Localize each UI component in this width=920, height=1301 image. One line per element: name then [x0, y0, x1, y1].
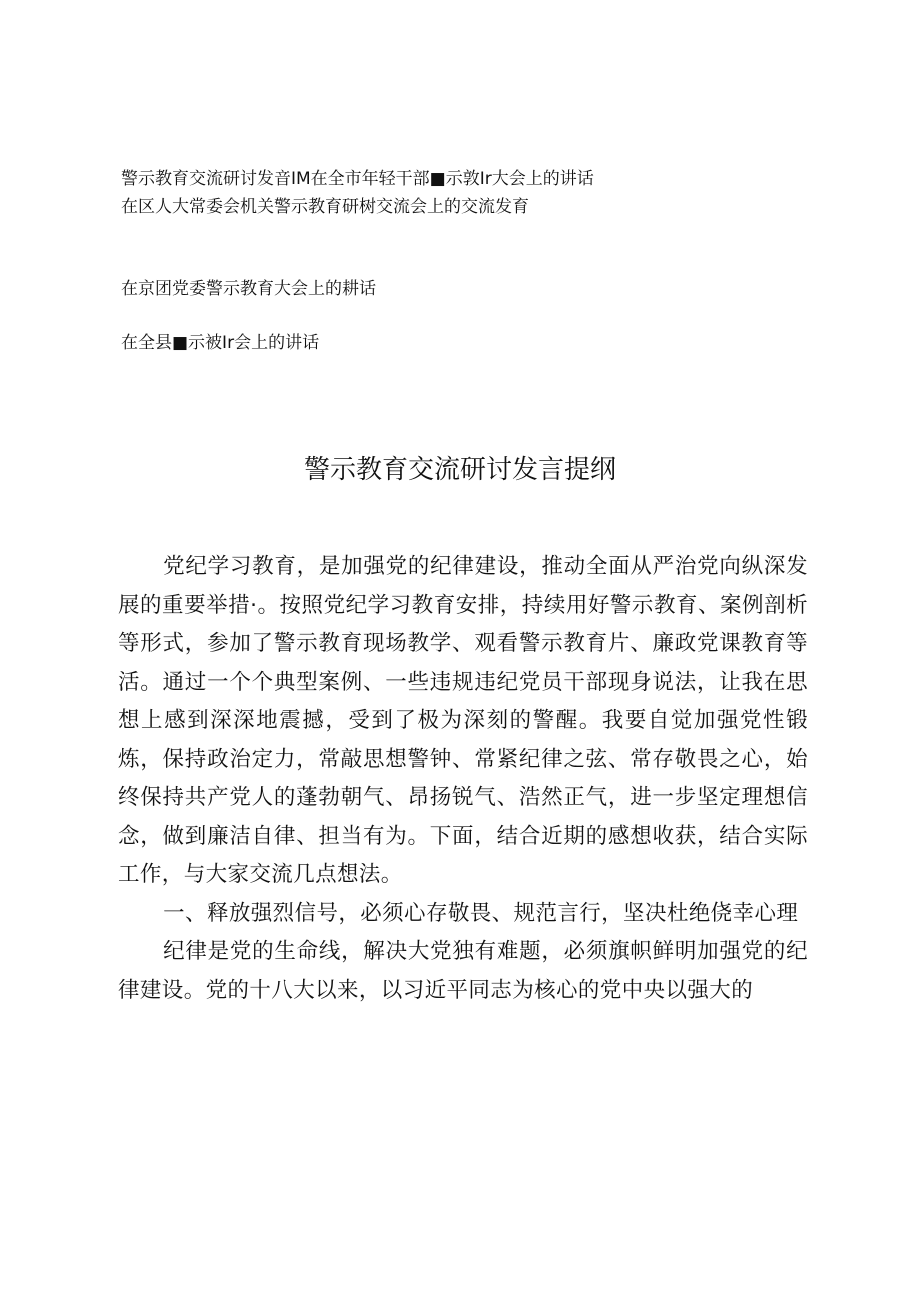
toc-item-1[interactable]: 警示教育交流研讨发音IM在全市年轻干部■示敦Ir大会上的讲话 [121, 169, 594, 189]
section-heading-1: 一、释放强烈信号，必须心存敬畏、规范言行，坚决杜绝侥幸心理 [163, 900, 799, 926]
body-paragraph-intro: 党纪学习教育，是加强党的纪律建设，推动全面从严治党向纵深发展的重要举措·。按照党纪学习教育安排，持续用好警示教育、案例剖析等形式，参加了警示教育现场教学、观看警示教育片、廉政党课教育等活。通过一个个典型案例、一些违规违纪党员干部现身说法，让我在思想上感到深深地震撼，受到了极为深刻的警醒。我要自觉加强党性锻炼，保持政治定力，常敲思想警钟、常紧纪律之弦、常存敬畏之心，始终保持共产党人的蓬勃朝气、昂扬锐气、浩然正气，进一步坚定理想信念，做到廉洁自律、担当有为。下面，结合近期的感想收获，结合实际工作，与大家交流几点想法。 [118, 554, 808, 887]
toc-item-2[interactable]: 在区人大常委会机关警示教育研树交流会上的交流发育 [121, 197, 529, 217]
body-paragraph-section-1: 纪律是党的生命线，解决大党独有难题，必须旗帜鲜明加强党的纪律建设。党的十八大以来，以习近平同志为核心的党中央以强大的 [118, 939, 808, 1003]
toc-item-4[interactable]: 在全县■示被Ir会上的讲话 [121, 333, 320, 353]
document-title: 警示教育交流研讨发言提纲 [303, 455, 616, 485]
toc-item-3[interactable]: 在京团党委警示教育大会上的耕话 [121, 279, 376, 299]
document-body [118, 548, 808, 1010]
